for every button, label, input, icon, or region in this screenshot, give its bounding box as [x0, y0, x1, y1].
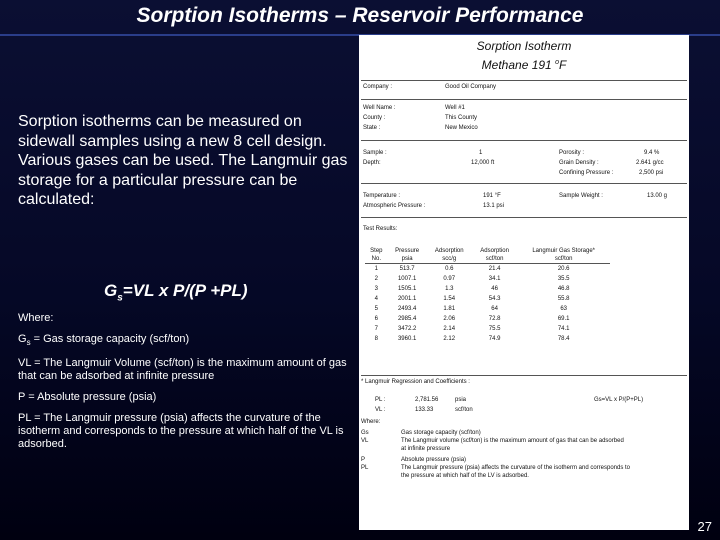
table-row	[365, 324, 610, 334]
report-rule	[361, 99, 687, 100]
depth-label: Depth:	[363, 160, 381, 166]
definition-row	[361, 456, 681, 464]
grain-label: Grain Density :	[559, 160, 599, 166]
vl-definition: VL = The Langmuir Volume (scf/ton) is the maximum amount of gas that can be adsorbed at infinite pressure	[18, 357, 347, 383]
cell: 64	[491, 306, 498, 312]
pl-key: PL :	[375, 397, 386, 403]
def-value: The Langmuir volume (scf/ton) is the maximum amount of gas that can be adsorbed	[401, 438, 624, 444]
col-adsorption-scc-a: Adsorption	[434, 248, 464, 254]
table-row	[365, 264, 610, 275]
sample-value: 1	[479, 150, 483, 156]
vl-key: VL :	[375, 407, 386, 413]
report-rule	[361, 375, 687, 376]
table-row	[365, 284, 610, 294]
cell: 2.14	[443, 326, 456, 332]
langmuir-formula	[104, 281, 248, 303]
col-langmuir-a: Langmuir Gas Storage*	[532, 248, 596, 254]
sample-label: Sample :	[363, 150, 387, 156]
cell: 2985.4	[397, 316, 417, 322]
report-rule	[361, 183, 687, 184]
cell: 54.3	[488, 296, 501, 302]
def-value: the pressure at which half of the LV is adsorbed.	[401, 473, 529, 479]
def-value: Gas storage capacity (scf/ton)	[401, 430, 481, 436]
degree-symbol: o	[555, 59, 559, 66]
cell: 7	[374, 326, 379, 332]
report-rule	[361, 140, 687, 141]
cell: 2.12	[443, 336, 456, 342]
gs-definition	[18, 333, 358, 349]
col-adsorption-scc	[427, 247, 472, 264]
county-value: This County	[445, 115, 478, 121]
vl-unit: scf/ton	[455, 407, 473, 413]
table-row	[365, 314, 610, 324]
page-number: 27	[697, 519, 712, 534]
cell: 3	[374, 286, 379, 292]
cell: 34.1	[488, 276, 501, 282]
col-adsorption-scf-b: scf/ton	[485, 256, 504, 262]
cell: 72.8	[488, 316, 501, 322]
cell: 4	[374, 296, 379, 302]
confining-label: Confining Pressure :	[559, 170, 614, 176]
county-label: County :	[363, 115, 386, 121]
gs-formula: Gs=VL x P/(P+PL)	[594, 397, 644, 403]
table-row	[365, 294, 610, 304]
pl-definition: PL = The Langmuir pressure (psia) affects the curvature of the isotherm and corresponds to the pressure at which half of the VL is adsorbed.	[18, 412, 344, 451]
report-where: Where:	[361, 419, 381, 425]
cell: 1.81	[443, 306, 456, 312]
cell: 1007.1	[397, 276, 417, 282]
report-subtitle-text: Methane 191	[481, 58, 552, 72]
grain-value: 2.641 g/cc	[636, 160, 664, 166]
col-adsorption-scf-a: Adsorption	[480, 248, 509, 254]
cell: 1.3	[445, 286, 454, 292]
report-definitions	[361, 429, 681, 480]
gs-sub: s	[26, 338, 31, 348]
p-definition: P = Absolute pressure (psia)	[18, 391, 157, 404]
report-subtitle	[359, 56, 689, 72]
formula-rest: =VL x P/(P +PL)	[122, 281, 248, 300]
weight-label: Sample Weight :	[559, 193, 603, 199]
col-pressure-b: psia	[401, 256, 413, 262]
def-key	[361, 472, 401, 480]
company-value: Good Oil Company	[445, 84, 497, 90]
def-key	[361, 445, 401, 453]
intro-text: Sorption isotherms can be measured on sidewall samples using a new 8 cell design. Various gases can be used. The Langmuir gas storage for a particular pressure can be calculated:	[18, 113, 348, 208]
def-value: Absolute pressure (psia)	[401, 457, 467, 463]
definition-row	[361, 464, 681, 472]
atm-pressure-value: 13.1 psi	[483, 203, 505, 209]
def-key: VL	[361, 438, 369, 444]
results-header	[365, 247, 610, 264]
def-key: P	[361, 457, 366, 463]
definition-row	[361, 472, 681, 480]
cell: 75.5	[488, 326, 501, 332]
cell: 2.06	[443, 316, 456, 322]
where-label: Where:	[18, 312, 54, 324]
formula-g: G	[104, 281, 118, 300]
formula-sub: s	[117, 292, 123, 304]
cell: 21.4	[488, 266, 501, 272]
cell: 20.6	[557, 266, 570, 272]
porosity-value: 9.4 %	[644, 150, 660, 156]
cell: 78.4	[557, 336, 570, 342]
gs-g: G	[18, 333, 27, 345]
results-table	[365, 247, 610, 344]
cell: 513.7	[399, 266, 415, 272]
cell: 3960.1	[397, 336, 417, 342]
state-label: State :	[363, 125, 381, 131]
cell: 69.1	[557, 316, 570, 322]
cell: 0.97	[443, 276, 456, 282]
cell: 2493.4	[397, 306, 417, 312]
col-langmuir	[517, 247, 610, 264]
table-row	[365, 304, 610, 314]
temperature-value: 191 °F	[483, 193, 501, 199]
weight-value: 13.00 g	[647, 193, 668, 199]
def-value: The Langmuir pressure (psia) affects the curvature of the isotherm and corresponds to	[401, 465, 631, 471]
col-step-b: No.	[371, 256, 382, 262]
col-adsorption-scf	[472, 247, 517, 264]
col-step-a: Step	[370, 248, 383, 254]
cell: 46.8	[557, 286, 570, 292]
cell: 55.8	[557, 296, 570, 302]
slide-title: Sorption Isotherms – Reservoir Performance	[136, 4, 584, 27]
porosity-label: Porosity :	[559, 150, 585, 156]
cell: 6	[374, 316, 379, 322]
atm-pressure-label: Atmospheric Pressure :	[363, 203, 426, 209]
depth-value: 12,000 ft	[471, 160, 495, 166]
table-row	[365, 334, 610, 344]
cell: 74.9	[488, 336, 501, 342]
definitions	[18, 312, 358, 459]
report-unit: F	[558, 58, 567, 72]
cell: 63	[560, 306, 567, 312]
confining-value: 2,500 psi	[639, 170, 664, 176]
definition-row	[361, 437, 681, 445]
def-key: PL	[361, 465, 369, 471]
cell: 2001.1	[397, 296, 417, 302]
cell: 5	[374, 306, 379, 312]
state-value: New Mexico	[445, 125, 478, 131]
cell: 1	[374, 266, 379, 272]
report-rule	[361, 80, 687, 81]
col-langmuir-b: scf/ton	[554, 256, 573, 262]
cell: 3472.2	[397, 326, 417, 332]
temperature-label: Temperature :	[363, 193, 401, 199]
col-pressure	[388, 247, 427, 264]
definition-row	[361, 429, 681, 437]
cell: 1.54	[443, 296, 456, 302]
report-title: Sorption Isotherm	[476, 39, 572, 53]
col-pressure-a: Pressure	[395, 248, 420, 254]
cell: 0.6	[445, 266, 454, 272]
cell: 1505.1	[397, 286, 417, 292]
cell: 74.1	[557, 326, 570, 332]
test-results-label: Test Results:	[363, 226, 398, 232]
well-label: Well Name :	[363, 105, 396, 111]
col-step	[365, 247, 388, 264]
sorption-report	[359, 35, 689, 530]
cell: 2	[374, 276, 379, 282]
definition-row	[361, 445, 681, 453]
cell: 8	[374, 336, 379, 342]
vl-value: 133.33	[415, 407, 434, 413]
pl-value: 2,781.56	[415, 397, 439, 403]
def-value: at infinite pressure	[401, 446, 451, 452]
well-value: Well #1	[445, 105, 465, 111]
table-row	[365, 274, 610, 284]
def-key: Gs	[361, 430, 369, 436]
cell: 46	[491, 286, 498, 292]
pl-unit: psia	[455, 397, 467, 403]
report-rule	[361, 217, 687, 218]
company-label: Company :	[363, 84, 393, 90]
cell: 35.5	[557, 276, 570, 282]
col-adsorption-scc-b: scc/g	[442, 256, 457, 262]
regression-label: * Langmuir Regression and Coefficients :	[361, 379, 470, 385]
gs-rest: = Gas storage capacity (scf/ton)	[30, 333, 190, 345]
